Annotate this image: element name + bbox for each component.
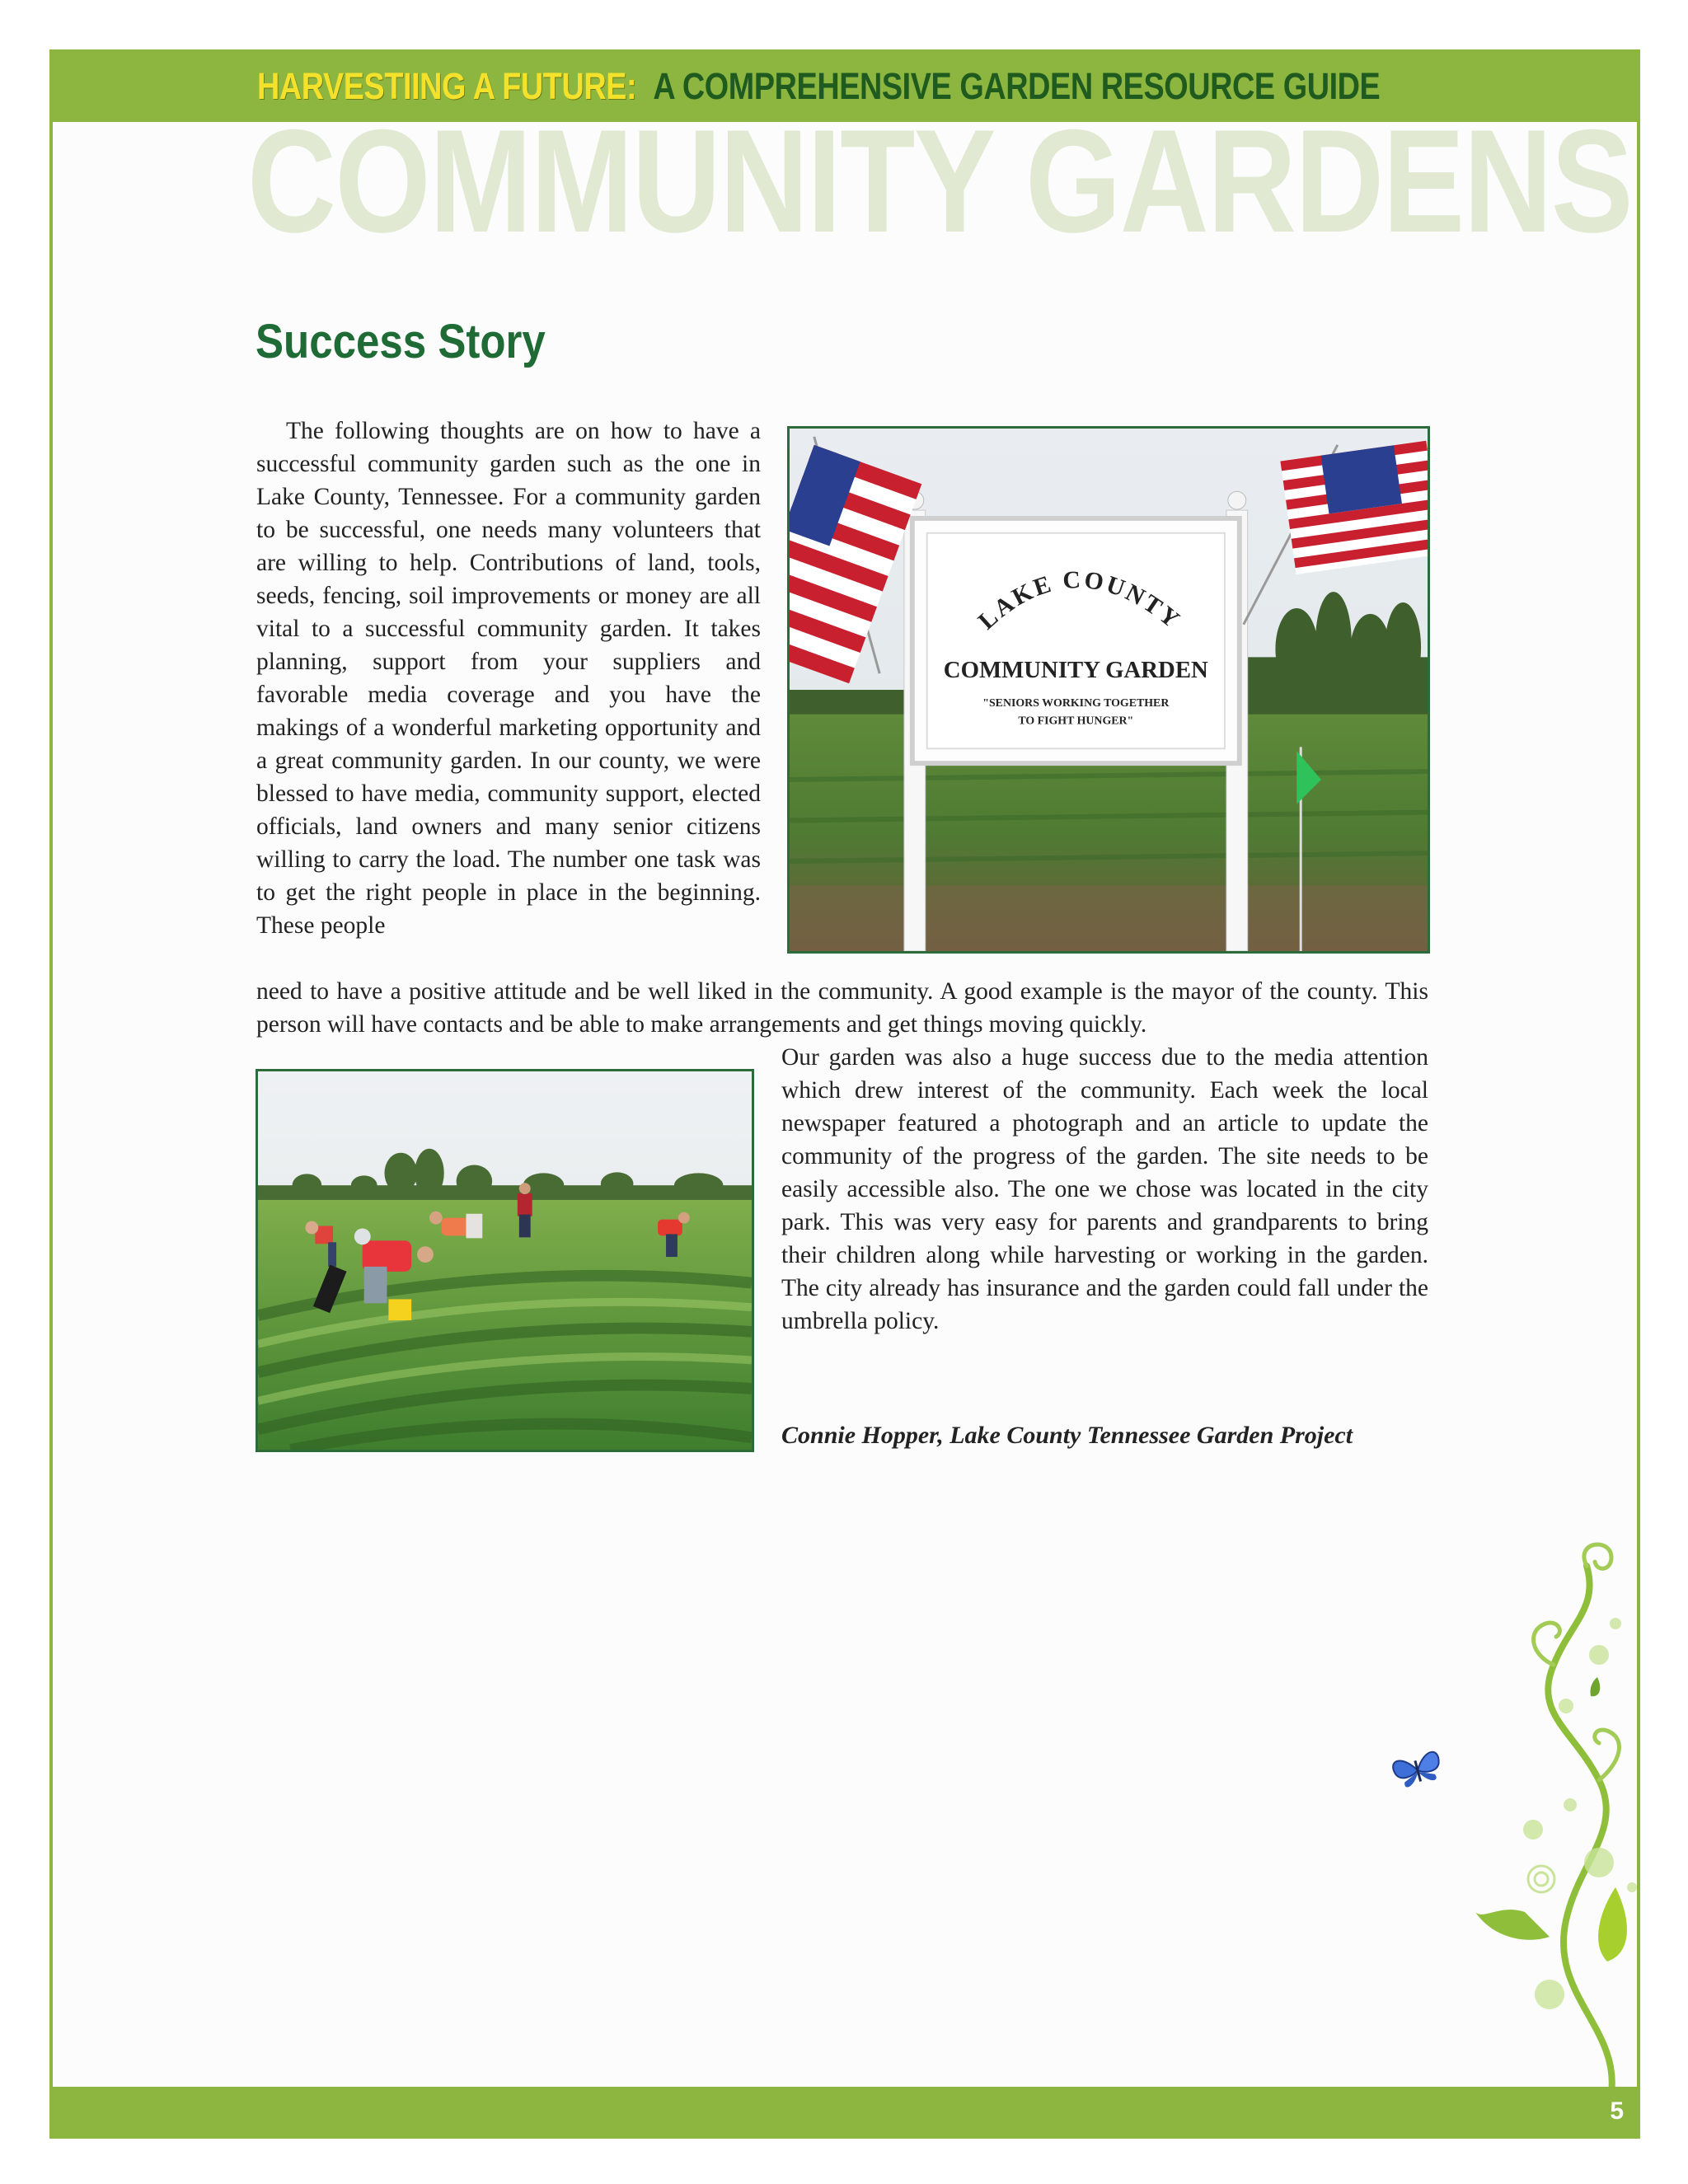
- author-signature: Connie Hopper, Lake County Tennessee Garden Project: [781, 1422, 1353, 1449]
- sign-arc-text: LAKE COUNTY: [973, 565, 1187, 635]
- footer-band: [49, 2087, 1640, 2139]
- photo-seniors-harvesting: [256, 1069, 754, 1452]
- paragraph-continued: need to have a positive attitude and be well liked in the community. A good example is the mayor of the county. This person will have contacts and be able to make arrangements and get things moving quickly.: [256, 978, 1428, 1038]
- paragraph-intro: The following thoughts are on how to have a successful community garden such as the one in Lake County, Tennessee. For a community garden to be successful, one needs many volunteers that are willing to help. Contributions of land, tools, seeds, fencing, soil improvements or money are all vital to a successful community garden. It takes planning, support from your suppliers and favorable media coverage and you have the makings of a wonderful marketing opportunity and a great community garden. In our county, we were blessed to have media, community support, elected officials, land owners and many senior citizens willing to carry the load. The number one task was to get the right people in place in the beginning. These people: [256, 418, 761, 939]
- butterfly-icon: [1389, 1746, 1447, 1795]
- vine-ornament-icon: [1475, 1533, 1657, 2093]
- photo-garden-sign: [787, 426, 1430, 954]
- paragraph-media-success: Our garden was also a huge success due to the media attention which drew interest of the community. Each week the local newspaper featured a photograph and an article to update the community of the progress of the garden. The site needs to be easily accessible also. The one we chose was located in the city park. This was very easy for parents and grandparents to bring their children along while harvesting or working in the garden. The city already has insurance and the garden could fall under the umbrella policy.: [781, 1044, 1428, 1334]
- page-number: 5: [1610, 2097, 1624, 2125]
- sign-title: COMMUNITY GARDEN: [943, 657, 1208, 684]
- sign-subtitle-line2: TO FIGHT HUNGER": [1018, 715, 1134, 728]
- sign-subtitle-line1: "SENIORS WORKING TOGETHER: [982, 696, 1170, 710]
- section-watermark: COMMUNITY GARDENS: [247, 99, 1632, 263]
- guide-title-main: A COMPREHENSIVE GARDEN RESOURCE GUIDE: [653, 65, 1381, 107]
- section-heading: Success Story: [256, 315, 546, 368]
- guide-title-accent: HARVESTIING A FUTURE:: [257, 65, 637, 107]
